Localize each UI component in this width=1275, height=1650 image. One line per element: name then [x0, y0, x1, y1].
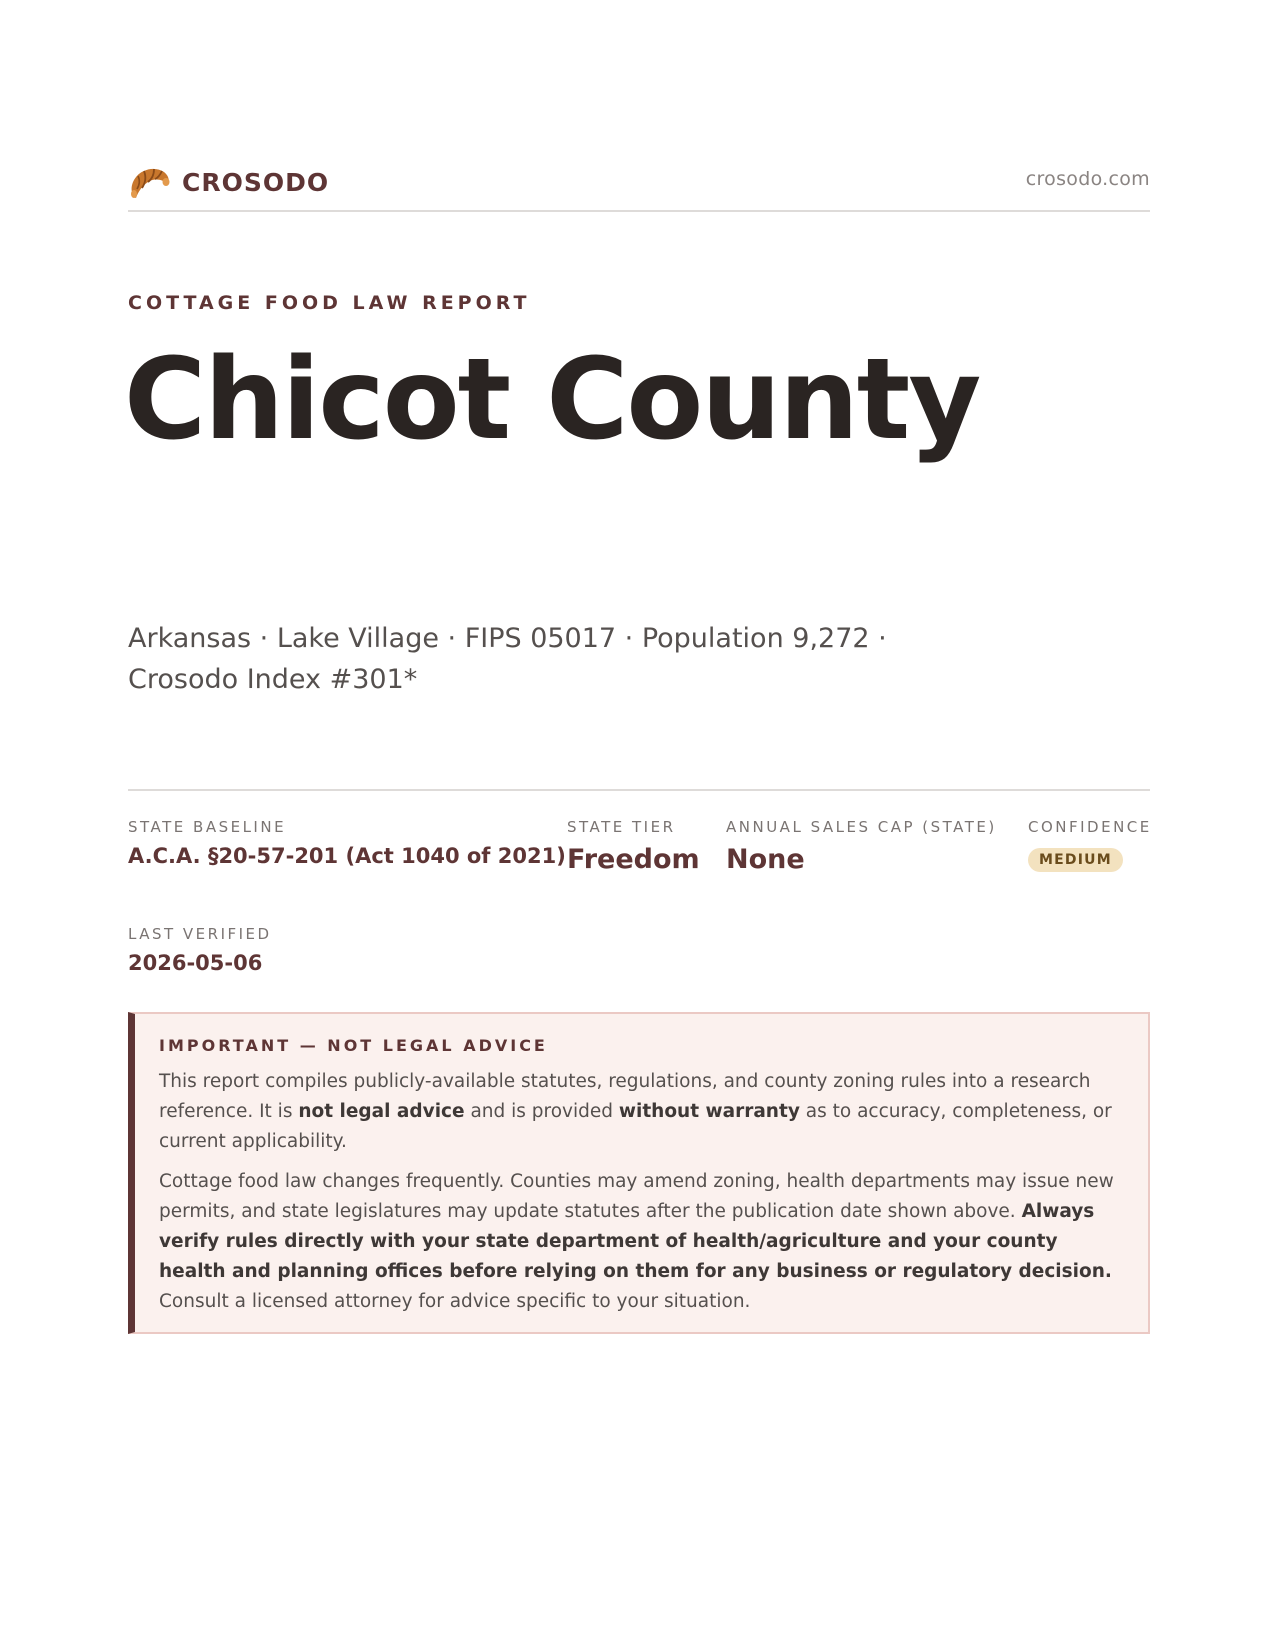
stat-value: A.C.A. §20-57-201 (Act 1040 of 2021) [128, 844, 566, 868]
stat-label: ANNUAL SALES CAP (STATE) [726, 818, 997, 836]
stats-divider [128, 789, 1150, 791]
stat-label: STATE BASELINE [128, 818, 287, 836]
stat-value: Freedom [567, 844, 700, 875]
brand[interactable] [128, 162, 329, 202]
disclaimer-paragraph [159, 1067, 1124, 1157]
disclaimer-paragraph [159, 1167, 1124, 1317]
stat-label: LAST VERIFIED [128, 925, 272, 943]
disclaimer-text: and is provided [464, 1101, 619, 1122]
stat-state-tier [567, 818, 700, 875]
stat-sales-cap [726, 818, 997, 875]
confidence-badge: MEDIUM [1028, 848, 1123, 872]
stat-value: None [726, 844, 805, 875]
disclaimer-emphasis: without warranty [618, 1101, 800, 1122]
stat-label: STATE TIER [567, 818, 676, 836]
legal-disclaimer [128, 1012, 1150, 1334]
stat-last-verified [128, 925, 272, 975]
disclaimer-text: as to accuracy, completeness, or current applicability. [159, 1101, 1112, 1152]
report-type-label: COTTAGE FOOD LAW REPORT [128, 292, 531, 314]
brand-name: CROSODO [182, 167, 330, 197]
site-url-link[interactable]: crosodo.com [1025, 168, 1150, 190]
croissant-icon [128, 162, 172, 202]
disclaimer-text: This report compiles publicly-available statutes, regulations, and county zoning rules into a research reference. It is [159, 1071, 1091, 1122]
disclaimer-text: Cottage food law changes frequently. Counties may amend zoning, health departments may issue new permits, and state legislatures may update statutes after the publication date shown above. [159, 1171, 1114, 1222]
disclaimer-emphasis: not legal advice [298, 1101, 465, 1122]
disclaimer-heading: IMPORTANT — NOT LEGAL ADVICE [159, 1036, 548, 1055]
disclaimer-text: Consult a licensed attorney for advice specific to your situation. [159, 1291, 751, 1312]
disclaimer-emphasis: Always verify rules directly with your state department of health/agriculture and your county health and planning offices before relying on them for any business or regulatory decision. [159, 1201, 1112, 1282]
page-header [128, 158, 1150, 212]
page-title: Chicot County [124, 335, 980, 465]
stat-value: 2026-05-06 [128, 951, 263, 975]
stat-confidence [1028, 818, 1152, 872]
stat-label: CONFIDENCE [1028, 818, 1152, 836]
stat-state-baseline [128, 818, 566, 868]
county-subtitle: Arkansas · Lake Village · FIPS 05017 · Population 9,272 · Crosodo Index #301* [128, 623, 887, 695]
